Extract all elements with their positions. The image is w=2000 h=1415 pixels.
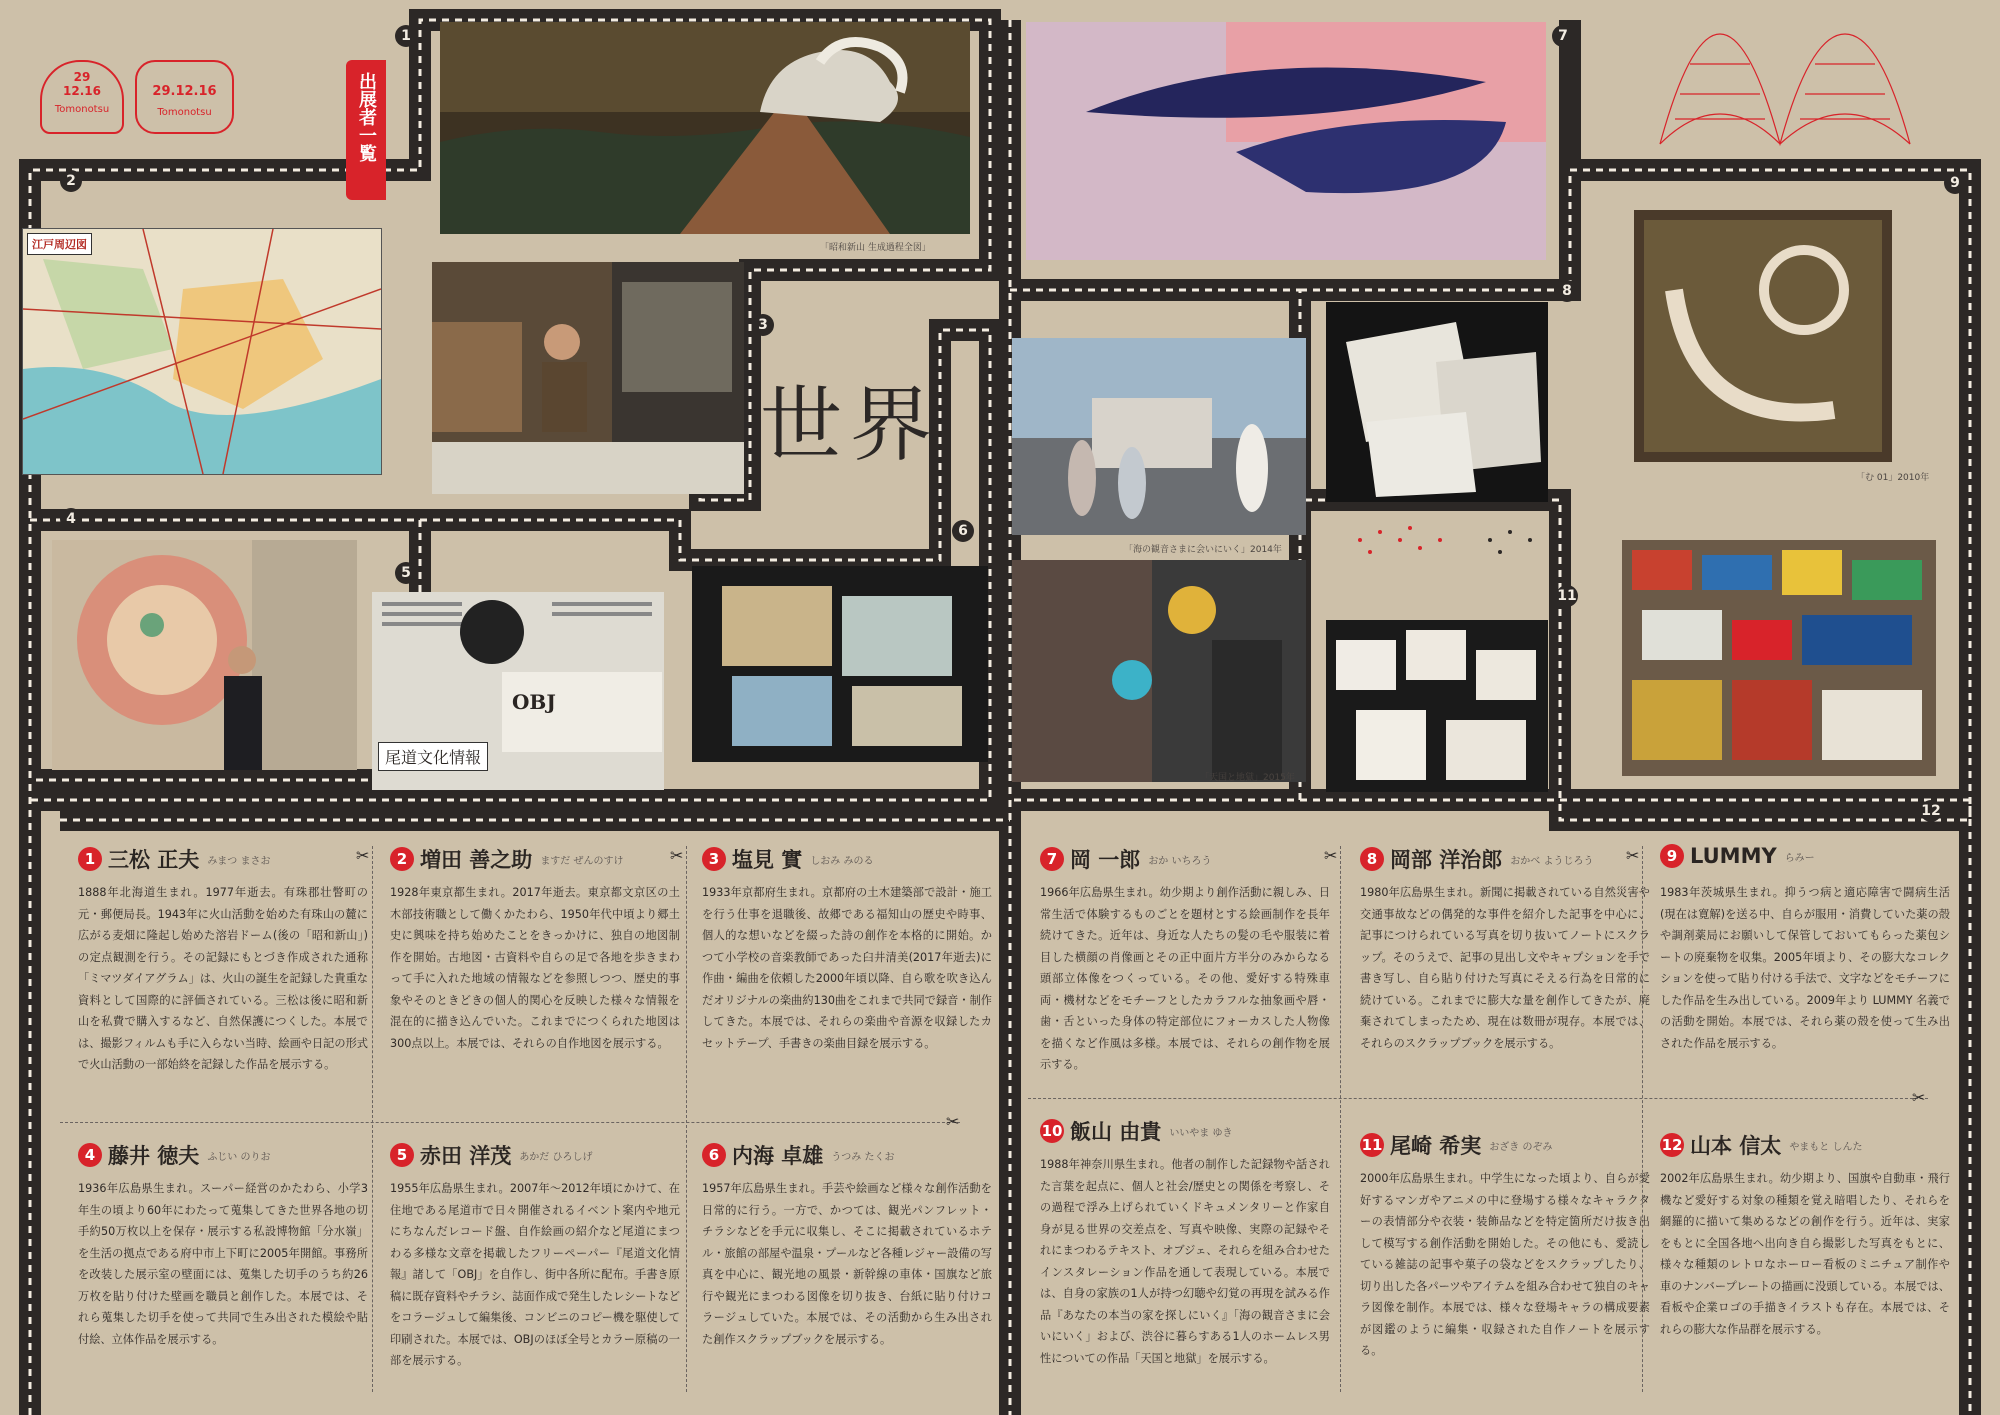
artist-bio: 1928年東京都生まれ。2017年逝去。東京都文京区の土木部技術職として働くかたわら、1950年代中頃より郷土史に興味を持ち始めたことをきっかけに、独自の地図制作を開始。古地図・古資料や自らの足で各地を歩きまわって手に入れた地域の情報などを参照しつつ、歴史的事象やそのときどきの個人的関心を反映した様々な情報を混在的に描き込んでいた。これまでにつくられた地図は300点以上。本展では、それらの自作地図を展示する。	[390, 886, 680, 1050]
number-marker: 8	[1556, 280, 1578, 302]
scissors-icon: ✂	[1324, 846, 1338, 865]
artist-entry-3	[702, 844, 992, 1054]
date-stamp-2	[135, 60, 234, 134]
artist-kana: うつみ たくお	[831, 1151, 895, 1163]
artist-entry-9	[1660, 844, 1950, 1054]
artist-entry-12	[1660, 1130, 1950, 1340]
scissors-icon: ✂	[356, 846, 370, 865]
artist-name: 内海 卓雄	[732, 1144, 824, 1168]
number-marker: 4	[60, 508, 82, 530]
column-divider	[372, 846, 373, 1392]
artwork-6-scrapbooks	[692, 566, 988, 762]
artist-name: 三松 正夫	[108, 848, 200, 872]
artist-kana: あかだ ひろしげ	[519, 1151, 593, 1163]
artwork-8-scrapbook	[1326, 302, 1548, 502]
artwork-11-dot-pattern	[1340, 510, 1550, 570]
artist-name: 塩見 實	[732, 848, 803, 872]
artist-name: 山本 信太	[1690, 1134, 1782, 1158]
artist-bio: 1888年北海道生まれ。1977年逝去。有珠郡壮瞥町の元・郵便局長。1943年に火山活動を始めた有珠山の麓に広がる麦畑に隆起し始めた溶岩ドーム(後の「昭和新山」)の定点観測を行う。その記録にもとづき作成された通称「ミマツダイアグラム」は、火山の誕生を記録した貴重な資料として国際的に評価されている。三松は後に昭和新山を私費で購入するなど、自然保護につくした。本展では、撮影フィルムも手に入らない当時、絵画や日記の形式で火山活動の一部始終を記録した作品を展示する。	[78, 886, 368, 1071]
scissors-icon: ✂	[946, 1112, 960, 1131]
newspaper-masthead: 尾道文化情報	[378, 742, 488, 771]
artwork-9-wire-drawing	[1650, 24, 1920, 154]
number-marker: 11	[1556, 585, 1578, 607]
artist-bio: 1983年茨城県生まれ。抑うつ病と適応障害で闘病生活(現在は寛解)を送る中、自らが服用・消費していた薬の殻や調剤薬局にお願いして保管しておいてもらった薬包シートの廃棄物を収集。2005年頃より、その膨大なコレクションを使って貼り付ける手法で、文字などをモチーフにした作品を生み出している。2009年より LUMMY 名義での活動を開始。本展では、それら薬の殻を使って生み出された作品を展示する。	[1660, 886, 1950, 1050]
artist-entry-4	[78, 1140, 368, 1350]
artwork-2-map	[22, 228, 382, 475]
scissors-icon: ✂	[1626, 846, 1640, 865]
photo-artist-3-desk	[432, 262, 744, 494]
artist-number-badge: 9	[1660, 844, 1684, 868]
artist-entry-2	[390, 844, 680, 1054]
map-title: 江戸周辺図	[27, 233, 92, 255]
artist-kana: おかべ ようじろう	[1510, 855, 1594, 867]
artist-number-badge: 6	[702, 1143, 726, 1167]
artist-bio: 1955年広島県生まれ。2007年〜2012年頃にかけて、在住地である尾道市で日々開催されるイベント案内や地元にちなんだレコード盤、自作絵画の紹介など尾道にまつわる多様な文章を掲載したフリーペーパー『尾道文化情報』諸して「OBJ」を自作し、街中各所に配布。手書き原稿に既存資料やチラシ、誌面作成で発生したレシートなどをコラージュして編集後、コンビニのコピー機を駆使して印刷された。本展では、OBJのほぼ全号とカラー原稿の一部を展示する。	[390, 1182, 680, 1367]
number-marker: 5	[395, 562, 417, 584]
artwork-5-newspaper	[372, 592, 664, 790]
artist-number-badge: 10	[1040, 1119, 1064, 1143]
artist-bio: 2000年広島県生まれ。中学生になった頃より、自らが愛好するマンガやアニメの中に登場する様々なキャラクターの表情部分や衣装・装飾品などを特定箇所だけ抜き出して模写する創作活動を開始した。その他にも、愛読している雑誌の記事や菓子の袋などをスクラップしたり、切り出した各パーツやアイテムを組み合わせて独自のキャラ図像を制作。本展では、様々な登場キャラの構成要素が図鑑のように編集・収録された自作ノートを展示する。	[1360, 1172, 1650, 1357]
artist-name: 増田 善之助	[420, 848, 533, 872]
number-marker: 1	[395, 25, 417, 47]
artist-number-badge: 1	[78, 847, 102, 871]
newspaper-obj-title: OBJ	[512, 690, 556, 714]
artwork-7-photo-figures	[1012, 338, 1306, 535]
artist-entry-5	[390, 1140, 680, 1372]
artist-name: 尾崎 希実	[1390, 1134, 1482, 1158]
column-divider	[1340, 846, 1341, 1392]
artist-number-badge: 8	[1360, 847, 1384, 871]
artist-number-badge: 4	[78, 1143, 102, 1167]
caption-artwork-1: 「昭和新山 生成過程全図」	[820, 243, 931, 253]
artist-kana: ますだ ぜんのすけ	[540, 855, 624, 867]
artist-bio: 1988年神奈川県生まれ。他者の制作した記録物や話された言葉を起点に、個人と社会/歴史との関係を考察し、その過程で浮み上げられていくドキュメンタリーと作家自身が見る世界の交差点を、写真や映像、実際の記録やそれにまつわるテキスト、オブジェ、それらを組み合わせたインスタレーション作品を通して表現している。本展では、自身の家族の1人が持つ幻聴や幻覚の再現を試みる作品『あなたの本当の家を探しにいく』「海の観音さまに会いにいく」および、渋谷に暮らすある1人のホームレス男性についての作品「天国と地獄」を展示する。	[1040, 1158, 1330, 1365]
artist-name: 岡 一郎	[1070, 848, 1141, 872]
artist-bio: 1936年広島県生まれ。スーパー経営のかたわら、小学3年生の頃より60年にわたって蒐集してきた世界各地の切手約50万枚以上を保存・展示する私設博物館「分水嶺」を生活の拠点である府中市上下町に2005年開館。事務所を改装した展示室の壁面には、蒐集した切手のうち約26万枚を貼り付けた壁画を職員と創作した。本展では、それら蒐集した切手を使って共同で生み出された模絵や貼付絵、立体作品を展示する。	[78, 1182, 368, 1346]
artist-bio: 1980年広島県生まれ。新聞に掲載されている自然災害や交通事故などの偶発的な事件を紹介した記事を中心に、記事につけられている写真を切り抜いてノートにスクラップ。そのうえで、記事の見出し文やキャプションを手で書き写し、自ら貼り付けた写真にそえる行為を日常的に続けている。これまでに膨大な量を創作してきたが、廃棄されてしまったため、現在は数冊が現存。本展では、それらのスクラップブックを展示する。	[1360, 886, 1650, 1050]
artist-kana: ふじい のりお	[207, 1151, 271, 1163]
number-marker: 12	[1920, 800, 1942, 822]
stamp-date: 12.16	[63, 84, 101, 98]
artist-kana: しおみ みのる	[810, 855, 874, 867]
artist-kana: らみー	[1784, 852, 1815, 864]
caption-artwork-9: 「む 01」2010年	[1856, 473, 1930, 483]
artist-bio: 2002年広島県生まれ。幼少期より、国旗や自動車・飛行機など愛好する対象の種類を覚え暗唱したり、それらを網羅的に描いて集めるなどの創作を行う。近年は、実家をもとに全国各地へ出向き自ら撮影した写真をもとに、様々な種類のレトロなホーロー看板のミニチュア制作や車のナンバープレートの描画に没頭している。本展では、看板や企業ロゴの手描きイラストも存在。本展では、それらの膨大な作品群を展示する。	[1660, 1172, 1950, 1336]
artist-kana: おざき のぞみ	[1489, 1141, 1553, 1153]
artist-kana: やまもと しんた	[1789, 1141, 1863, 1153]
artwork-4-stamp-mural	[52, 540, 357, 770]
row-divider	[60, 1122, 960, 1123]
artist-number-badge: 7	[1040, 847, 1064, 871]
artist-bio: 1966年広島県生まれ。幼少期より創作活動に親しみ、日常生活で体験するものごとを題材とする絵画制作を長年続けてきた。近年は、身近な人たちの髪の毛や服装に着目した横顔の肖像画とその正中面片方半分のみからなる頭部立体像をつくっている。その他、愛好する特殊車両・機材などをモチーフとしたカラフルな抽象画や唇・歯・舌といった身体の特定部位にフォーカスした人物像を描くなど作風は多様。本展では、それらの創作物を展示する。	[1040, 886, 1330, 1071]
artist-number-badge: 2	[390, 847, 414, 871]
artist-number-badge: 11	[1360, 1133, 1384, 1157]
artist-name: LUMMY	[1690, 844, 1777, 868]
number-marker: 6	[952, 520, 974, 542]
number-marker: 7	[1552, 25, 1574, 47]
artist-kana: みまつ まさお	[207, 855, 271, 867]
artwork-9-pill-mosaic	[1634, 210, 1892, 462]
artist-bio: 1957年広島県生まれ。手芸や絵画など様々な創作活動を日常的に行う。一方で、かつては、観光パンフレット・チラシなどを手元に収集し、そこに掲載されているホテル・旅館の部屋や温泉・プールなど各種レジャー設備の写真を中心に、観光地の風景・新幹線の車体・国旗など旅行や観光にまつわる図像を切り抜き、台紙に貼り付けコラージュしていた。本展では、その活動から生み出された創作スクラップブックを展示する。	[702, 1182, 992, 1346]
stamp-brand: Tomonotsu	[157, 107, 212, 118]
number-marker: 3	[752, 314, 774, 336]
artwork-10-hanging-objects	[1012, 560, 1306, 782]
artwork-3-calligraphy: 世界	[760, 378, 941, 473]
artist-name: 岡部 洋治郎	[1390, 848, 1503, 872]
artwork-7-lips-painting	[1026, 22, 1546, 260]
artist-name: 赤田 洋茂	[420, 1144, 512, 1168]
artwork-11-character-notes	[1326, 620, 1548, 792]
row-divider	[1028, 1098, 1928, 1099]
artist-name: 藤井 徳夫	[108, 1144, 200, 1168]
artist-entry-6	[702, 1140, 992, 1350]
caption-artwork-7: 「海の観音さまに会いにいく」2014年	[1124, 545, 1282, 555]
scissors-icon: ✂	[1912, 1088, 1926, 1107]
artist-name: 飯山 由貴	[1070, 1120, 1162, 1144]
sidebar-title-tab	[346, 60, 386, 200]
caption-artwork-10: 「天国と地獄」2015年	[1200, 773, 1295, 783]
artist-number-badge: 3	[702, 847, 726, 871]
artist-kana: いいやま ゆき	[1169, 1127, 1233, 1139]
artwork-12-signboards	[1622, 540, 1936, 776]
artist-entry-7	[1040, 844, 1330, 1076]
scissors-icon: ✂	[670, 846, 684, 865]
number-marker: 9	[1944, 172, 1966, 194]
stamp-brand: Tomonotsu	[54, 104, 110, 115]
artist-entry-11	[1360, 1130, 1650, 1362]
artist-entry-8	[1360, 844, 1650, 1054]
stamp-num: 29	[73, 70, 91, 84]
artist-number-badge: 5	[390, 1143, 414, 1167]
artist-entry-10	[1040, 1116, 1330, 1369]
number-marker: 2	[60, 170, 82, 192]
stamp-date: 29.12.16	[152, 84, 217, 99]
artwork-1-volcano-painting	[440, 22, 970, 234]
sidebar-title: 出展者一覧	[356, 72, 377, 162]
column-divider	[686, 846, 687, 1392]
date-stamp-1	[40, 60, 124, 134]
artist-kana: おか いちろう	[1148, 855, 1212, 867]
artist-number-badge: 12	[1660, 1133, 1684, 1157]
artist-entry-1	[78, 844, 368, 1076]
artist-bio: 1933年京都府生まれ。京都府の土木建築部で設計・施工を行う仕事を退職後、故郷である福知山の歴史や時事、個人的な想いなどを綴った詩の創作を本格的に開始。かつて小学校の音楽教師であった臼井清美(2017年逝去)に作曲・編曲を依頼した2000年頃以降、自ら歌を吹き込んだオリジナルの楽曲約130曲をこれまで共同で録音・制作してきた。本展では、それらの楽曲や音源を収録したカセットテープ、手書きの楽曲目録を展示する。	[702, 886, 992, 1050]
